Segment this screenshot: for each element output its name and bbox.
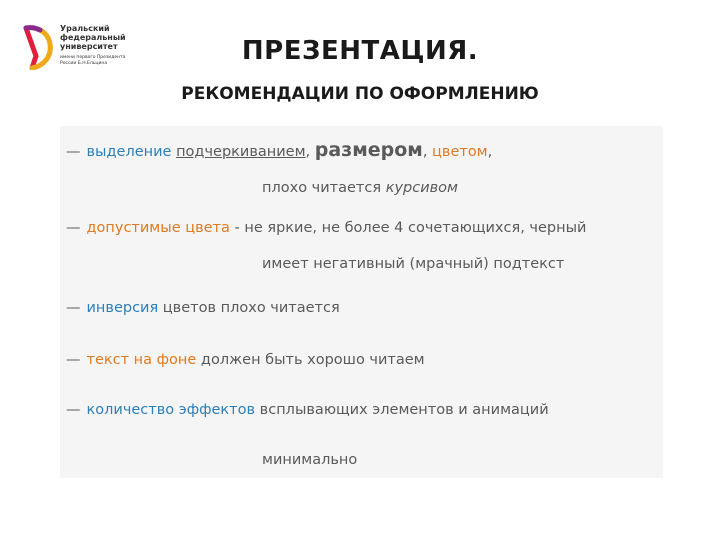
- punctuation: ,: [422, 144, 428, 160]
- recommendation-line: [66, 298, 340, 318]
- logo-text-line: университет: [60, 42, 118, 51]
- recommendation-line: [262, 254, 564, 274]
- highlight-term: допустимые цвета: [86, 220, 230, 236]
- color-example: цветом: [432, 144, 488, 160]
- logo-caption-line: России Б.Н.Ельцина: [60, 61, 108, 66]
- dash-bullet: —: [66, 144, 81, 160]
- recommendation-line: [66, 350, 425, 370]
- logo-text-line: федеральный: [60, 33, 126, 42]
- punctuation: ,: [487, 144, 493, 160]
- dash-bullet: —: [66, 300, 81, 316]
- text-segment: плохо читается: [262, 180, 382, 196]
- recommendation-line: [66, 218, 586, 238]
- highlight-term: инверсия: [86, 300, 159, 316]
- highlight-term: текст на фоне: [86, 352, 197, 368]
- recommendation-line: [262, 450, 357, 470]
- text-segment: - не яркие, не более 4 сочетающихся, черный: [229, 220, 587, 236]
- logo-text-line: Уральский: [60, 24, 110, 33]
- recommendation-line: [262, 178, 458, 198]
- punctuation: ,: [305, 144, 311, 160]
- recommendation-line: [66, 400, 549, 420]
- recommendations-panel: [60, 126, 663, 478]
- dash-bullet: —: [66, 402, 81, 418]
- logo-caption-line: имени первого Президента: [60, 55, 126, 60]
- text-segment: должен быть хорошо читаем: [196, 352, 425, 368]
- recommendation-line: [66, 140, 492, 162]
- highlight-term: выделение: [86, 144, 172, 160]
- text-segment: минимально: [262, 452, 358, 468]
- dash-bullet: —: [66, 352, 81, 368]
- highlight-term: количество эффектов: [86, 402, 256, 418]
- size-example: размером: [314, 139, 423, 161]
- text-segment: цветов плохо читается: [158, 300, 340, 316]
- text-segment: всплывающих элементов и анимаций: [255, 402, 549, 418]
- dash-bullet: —: [66, 220, 81, 236]
- text-segment: имеет негативный (мрачный) подтекст: [262, 256, 565, 272]
- underline-example: подчеркиванием: [176, 144, 306, 160]
- slide-subtitle: РЕКОМЕНДАЦИИ ПО ОФОРМЛЕНИЮ: [181, 84, 539, 104]
- slide-title: ПРЕЗЕНТАЦИЯ.: [241, 36, 479, 66]
- italic-example: курсивом: [385, 180, 458, 196]
